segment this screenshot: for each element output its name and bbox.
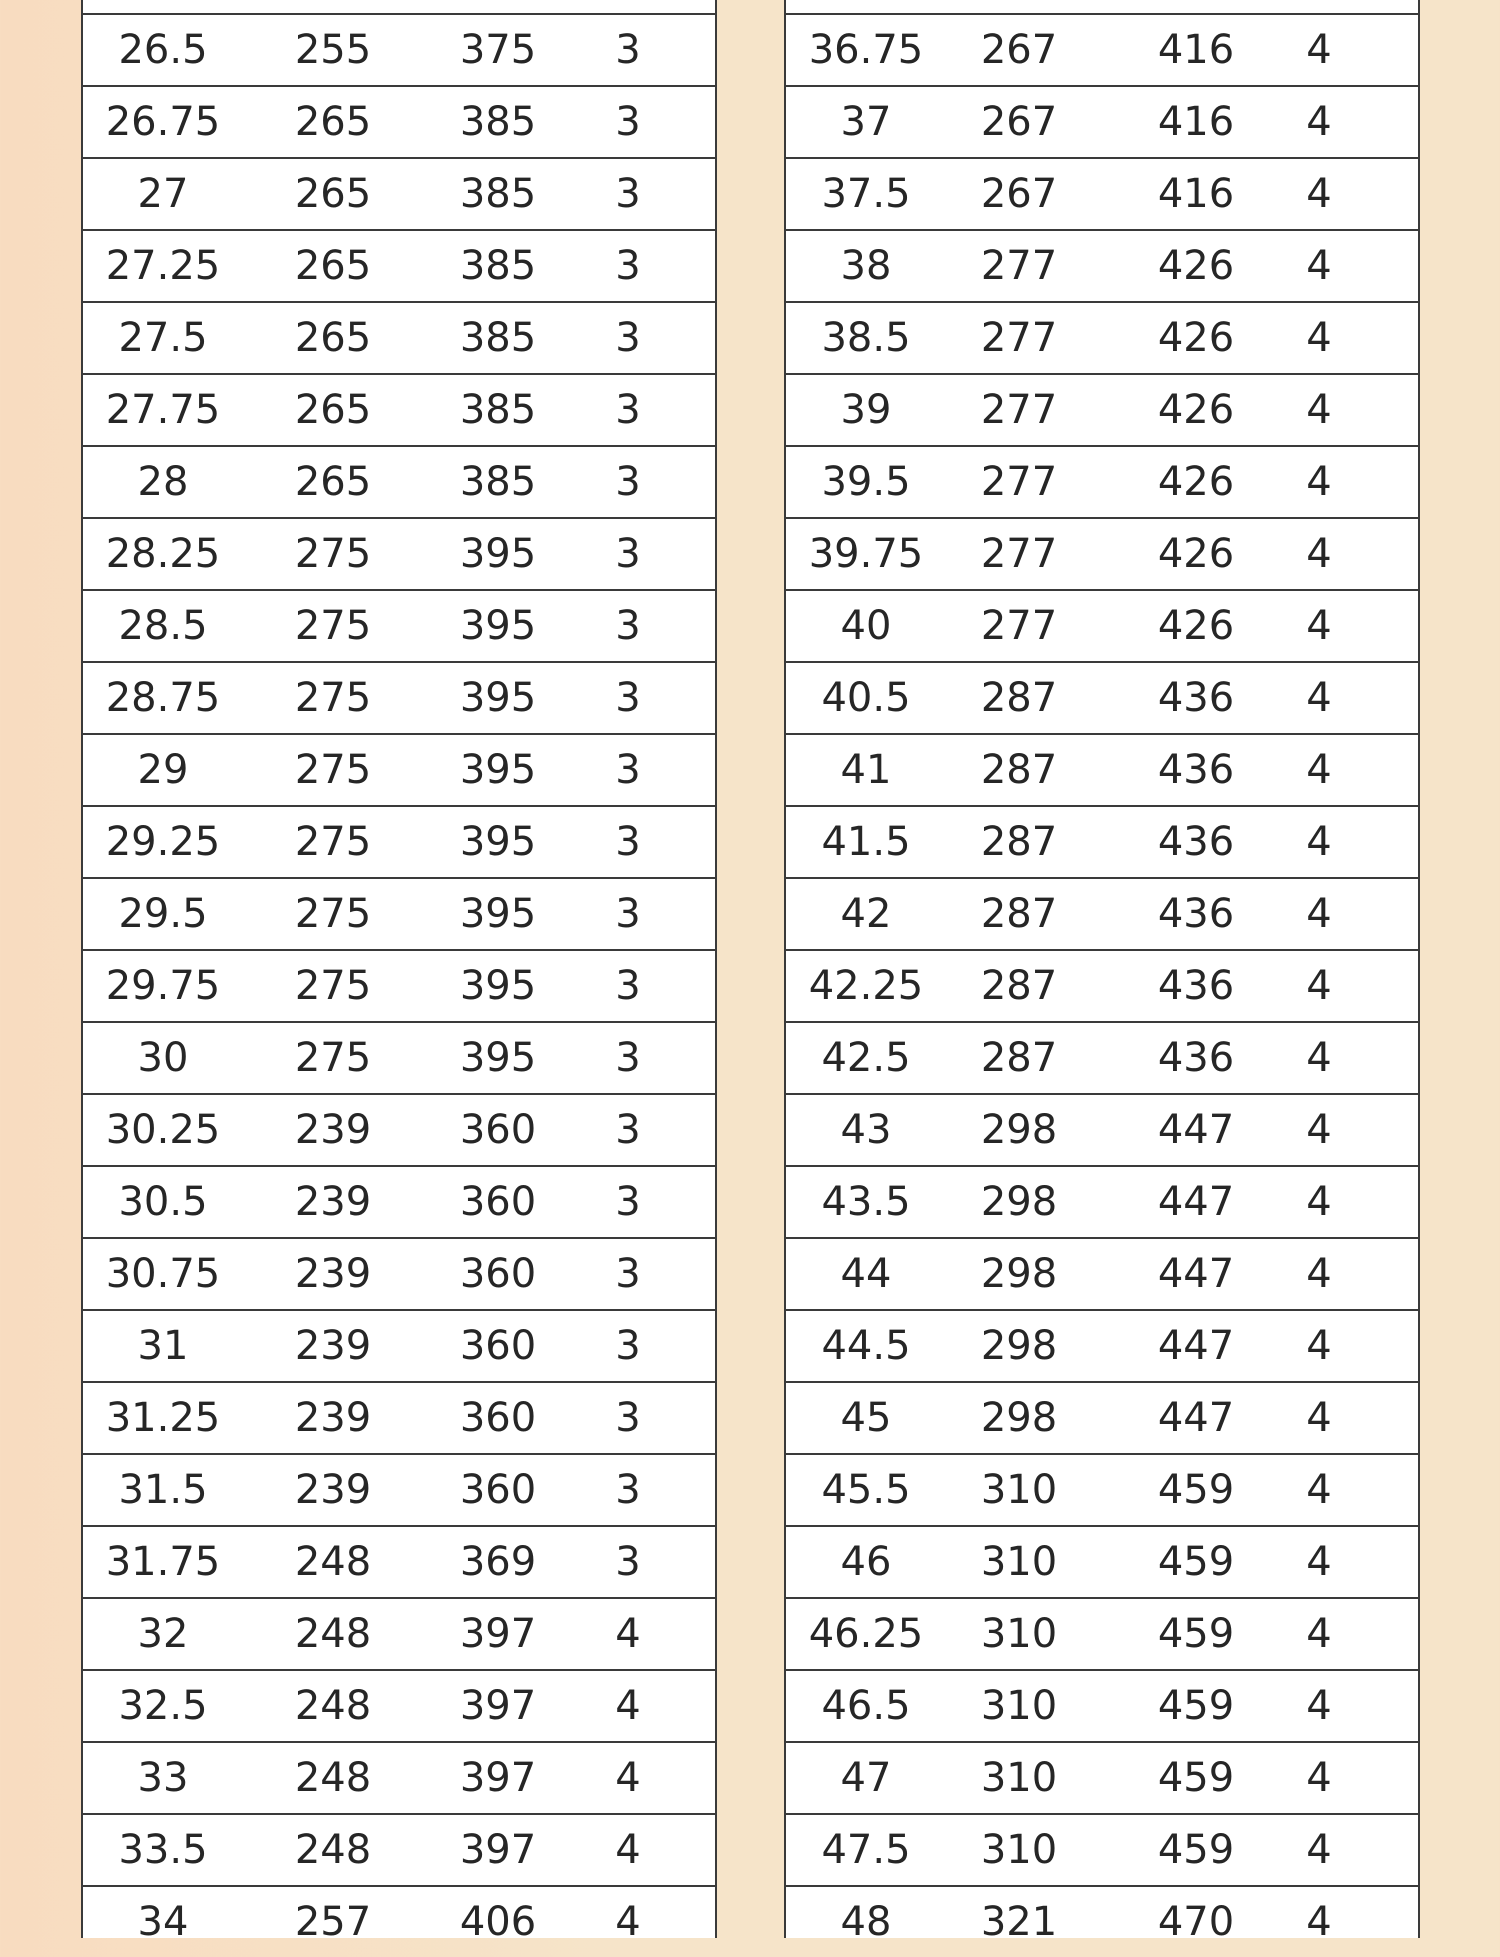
table-cell: 287: [980, 819, 1058, 865]
table-cell: 447: [1157, 1251, 1235, 1297]
table-cell: 3: [615, 675, 641, 721]
table-cell: 416: [1157, 99, 1235, 145]
table-cell: 436: [1157, 675, 1235, 721]
table-cell: 248: [294, 1827, 372, 1873]
table-cell: 3: [615, 171, 641, 217]
table-cell: 3: [615, 1035, 641, 1081]
table-row: [83, 661, 715, 733]
table-cell: 29.25: [105, 819, 221, 865]
table-cell: 426: [1157, 531, 1235, 577]
table-cell: 4: [615, 1827, 641, 1873]
table-cell: 436: [1157, 891, 1235, 937]
table-cell: 4: [1306, 27, 1332, 73]
table-cell: 28.25: [105, 531, 221, 577]
table-cell: 267: [980, 171, 1058, 217]
table-cell: 287: [980, 1035, 1058, 1081]
table-cell: 426: [1157, 315, 1235, 361]
table-row: [786, 1885, 1418, 1957]
table-cell: 3: [615, 531, 641, 577]
table-cell: 275: [294, 675, 372, 721]
table-row: [83, 85, 715, 157]
table-row: [786, 301, 1418, 373]
table-row: [83, 301, 715, 373]
table-cell: 40: [840, 603, 892, 649]
table-cell: 4: [1306, 1395, 1332, 1441]
table-cell: 3: [615, 387, 641, 433]
table-cell: 267: [980, 99, 1058, 145]
table-cell: [83, 0, 243, 13]
table-cell: 255: [294, 27, 372, 73]
table-cell: 4: [1306, 819, 1332, 865]
table-cell: 28: [137, 459, 189, 505]
table-cell: 277: [980, 243, 1058, 289]
table-cell: 277: [980, 387, 1058, 433]
table-row: [786, 1597, 1418, 1669]
table-cell: 459: [1157, 1539, 1235, 1585]
table-row: [786, 373, 1418, 445]
table-cell: 265: [294, 99, 372, 145]
table-cell: 3: [615, 603, 641, 649]
table-cell: 426: [1157, 459, 1235, 505]
table-cell: 275: [294, 819, 372, 865]
table-cell: 257: [294, 1899, 372, 1945]
table-cell: 47.5: [821, 1827, 911, 1873]
table-cell: 4: [1306, 1179, 1332, 1225]
table-row: [83, 1309, 715, 1381]
table-cell: 459: [1157, 1467, 1235, 1513]
table-cell: 3: [615, 1179, 641, 1225]
table-cell: 31.25: [105, 1395, 221, 1441]
table-cell: 30.25: [105, 1107, 221, 1153]
table-cell: 287: [980, 963, 1058, 1009]
left-size-table: [81, 0, 717, 1945]
table-row: [83, 877, 715, 949]
table-cell: 395: [459, 1035, 537, 1081]
table-cell: 395: [459, 531, 537, 577]
table-cell: 239: [294, 1395, 372, 1441]
table-cell: 447: [1157, 1395, 1235, 1441]
table-cell: 43: [840, 1107, 892, 1153]
table-cell: 3: [615, 963, 641, 1009]
table-cell: 42.5: [821, 1035, 911, 1081]
table-row: [83, 1237, 715, 1309]
table-cell: 239: [294, 1107, 372, 1153]
table-cell: 4: [1306, 891, 1332, 937]
table-cell: 277: [980, 603, 1058, 649]
table-row: [786, 805, 1418, 877]
table-cell: 39.75: [808, 531, 924, 577]
table-cell: [253, 0, 413, 13]
table-cell: 3: [615, 27, 641, 73]
table-cell: 46.25: [808, 1611, 924, 1657]
table-row: [83, 229, 715, 301]
table-cell: 30: [137, 1035, 189, 1081]
table-cell: 4: [1306, 1251, 1332, 1297]
table-cell: 3: [615, 1467, 641, 1513]
table-cell: 29: [137, 747, 189, 793]
table-cell: 395: [459, 675, 537, 721]
table-cell: 310: [980, 1539, 1058, 1585]
table-cell: 321: [980, 1899, 1058, 1945]
table-cell: 30.75: [105, 1251, 221, 1297]
table-row: [83, 1813, 715, 1885]
table-cell: 239: [294, 1251, 372, 1297]
table-cell: 436: [1157, 963, 1235, 1009]
table-row: [786, 157, 1418, 229]
table-row: [83, 1669, 715, 1741]
table-cell: 436: [1157, 1035, 1235, 1081]
table-row: [83, 949, 715, 1021]
table-cell: 275: [294, 603, 372, 649]
table-row: [786, 949, 1418, 1021]
table-cell: 248: [294, 1755, 372, 1801]
table-cell: 239: [294, 1323, 372, 1369]
table-row: [786, 1453, 1418, 1525]
table-cell: 385: [459, 459, 537, 505]
table-row: [786, 1813, 1418, 1885]
table-cell: 46: [840, 1539, 892, 1585]
table-row: [83, 805, 715, 877]
table-cell: 397: [459, 1827, 537, 1873]
table-cell: 4: [615, 1899, 641, 1945]
table-cell: 385: [459, 171, 537, 217]
table-cell: 397: [459, 1683, 537, 1729]
table-cell: 287: [980, 675, 1058, 721]
table-cell: 4: [1306, 1539, 1332, 1585]
table-cell: 41.5: [821, 819, 911, 865]
table-cell: 37.5: [821, 171, 911, 217]
table-row: [83, 1165, 715, 1237]
table-cell: 436: [1157, 819, 1235, 865]
table-cell: 239: [294, 1467, 372, 1513]
table-cell: 385: [459, 387, 537, 433]
table-row: [83, 1453, 715, 1525]
table-cell: 385: [459, 315, 537, 361]
table-cell: 298: [980, 1251, 1058, 1297]
table-cell: 395: [459, 819, 537, 865]
table-cell: 3: [615, 459, 641, 505]
table-cell: 4: [1306, 675, 1332, 721]
table-cell: 470: [1157, 1899, 1235, 1945]
table-cell: 277: [980, 531, 1058, 577]
table-cell: 360: [459, 1107, 537, 1153]
table-cell: 360: [459, 1323, 537, 1369]
table-row: [786, 445, 1418, 517]
table-cell: 459: [1157, 1827, 1235, 1873]
table-cell: 3: [615, 1539, 641, 1585]
table-row: [83, 517, 715, 589]
table-cell: 265: [294, 171, 372, 217]
table-cell: 4: [1306, 1107, 1332, 1153]
table-cell: 30.5: [118, 1179, 208, 1225]
table-cell: 298: [980, 1179, 1058, 1225]
table-row: [786, 0, 1418, 13]
table-row: [83, 733, 715, 805]
table-cell: 40.5: [821, 675, 911, 721]
table-cell: 375: [459, 27, 537, 73]
table-cell: 3: [615, 315, 641, 361]
table-cell: 277: [980, 459, 1058, 505]
table-cell: 3: [615, 819, 641, 865]
table-cell: 4: [1306, 1683, 1332, 1729]
table-cell: 28.5: [118, 603, 208, 649]
table-row: [83, 373, 715, 445]
table-cell: 459: [1157, 1611, 1235, 1657]
table-cell: 33.5: [118, 1827, 208, 1873]
table-cell: 45.5: [821, 1467, 911, 1513]
table-cell: 395: [459, 747, 537, 793]
table-row: [83, 1597, 715, 1669]
table-cell: 39.5: [821, 459, 911, 505]
table-cell: 310: [980, 1611, 1058, 1657]
table-cell: 4: [1306, 531, 1332, 577]
table-cell: 416: [1157, 171, 1235, 217]
table-cell: 298: [980, 1323, 1058, 1369]
table-cell: 360: [459, 1179, 537, 1225]
table-cell: 416: [1157, 27, 1235, 73]
table-row: [786, 229, 1418, 301]
table-cell: 385: [459, 243, 537, 289]
table-cell: 42.25: [808, 963, 924, 1009]
table-cell: 27.75: [105, 387, 221, 433]
table-cell: 395: [459, 603, 537, 649]
table-row: [83, 445, 715, 517]
table-cell: 27.5: [118, 315, 208, 361]
table-cell: 37: [840, 99, 892, 145]
table-cell: 298: [980, 1107, 1058, 1153]
table-cell: 4: [1306, 603, 1332, 649]
table-cell: 38.5: [821, 315, 911, 361]
table-cell: [1116, 0, 1276, 13]
table-row: [83, 1741, 715, 1813]
table-cell: 265: [294, 243, 372, 289]
table-row: [786, 1309, 1418, 1381]
table-cell: 395: [459, 891, 537, 937]
table-cell: 360: [459, 1251, 537, 1297]
table-cell: 3: [615, 1107, 641, 1153]
table-cell: 360: [459, 1395, 537, 1441]
table-cell: 4: [615, 1755, 641, 1801]
table-row: [786, 1093, 1418, 1165]
table-cell: 239: [294, 1179, 372, 1225]
table-cell: 3: [615, 747, 641, 793]
table-cell: 426: [1157, 387, 1235, 433]
table-cell: 44: [840, 1251, 892, 1297]
table-cell: 265: [294, 459, 372, 505]
table-cell: 47: [840, 1755, 892, 1801]
table-row: [786, 733, 1418, 805]
table-cell: 26.75: [105, 99, 221, 145]
table-cell: 360: [459, 1467, 537, 1513]
table-cell: 369: [459, 1539, 537, 1585]
table-cell: 287: [980, 747, 1058, 793]
table-cell: 298: [980, 1395, 1058, 1441]
table-cell: 426: [1157, 603, 1235, 649]
table-row: [786, 877, 1418, 949]
table-cell: 44.5: [821, 1323, 911, 1369]
table-row: [83, 1381, 715, 1453]
table-cell: 4: [1306, 243, 1332, 289]
table-cell: 275: [294, 747, 372, 793]
table-row: [786, 1741, 1418, 1813]
table-row: [83, 1093, 715, 1165]
table-cell: 436: [1157, 747, 1235, 793]
table-cell: 395: [459, 963, 537, 1009]
table-row: [786, 1021, 1418, 1093]
table-cell: [1264, 0, 1374, 13]
table-row: [786, 661, 1418, 733]
table-cell: 275: [294, 531, 372, 577]
table-cell: 29.75: [105, 963, 221, 1009]
table-cell: 248: [294, 1539, 372, 1585]
table-cell: 31.5: [118, 1467, 208, 1513]
table-cell: 397: [459, 1611, 537, 1657]
table-cell: 3: [615, 243, 641, 289]
table-row: [83, 0, 715, 13]
table-cell: 42: [840, 891, 892, 937]
table-cell: 45: [840, 1395, 892, 1441]
table-cell: 310: [980, 1755, 1058, 1801]
table-cell: 31: [137, 1323, 189, 1369]
table-cell: 310: [980, 1467, 1058, 1513]
table-cell: 248: [294, 1683, 372, 1729]
table-cell: 3: [615, 1323, 641, 1369]
table-cell: 385: [459, 99, 537, 145]
table-cell: 3: [615, 891, 641, 937]
table-row: [83, 13, 715, 85]
table-cell: 4: [615, 1683, 641, 1729]
table-cell: 3: [615, 1251, 641, 1297]
table-row: [83, 157, 715, 229]
table-cell: 27: [137, 171, 189, 217]
table-row: [786, 1525, 1418, 1597]
table-cell: 36.75: [808, 27, 924, 73]
table-cell: 4: [615, 1611, 641, 1657]
table-cell: 397: [459, 1755, 537, 1801]
table-cell: 4: [1306, 99, 1332, 145]
table-row: [786, 1381, 1418, 1453]
table-cell: [418, 0, 578, 13]
table-cell: 4: [1306, 1899, 1332, 1945]
table-cell: 4: [1306, 1827, 1332, 1873]
table-cell: 275: [294, 963, 372, 1009]
table-cell: 31.75: [105, 1539, 221, 1585]
table-cell: 459: [1157, 1683, 1235, 1729]
table-cell: 4: [1306, 1755, 1332, 1801]
table-cell: 32: [137, 1611, 189, 1657]
table-cell: 4: [1306, 315, 1332, 361]
table-cell: 39: [840, 387, 892, 433]
table-row: [83, 1021, 715, 1093]
table-cell: 248: [294, 1611, 372, 1657]
table-cell: 41: [840, 747, 892, 793]
table-row: [786, 85, 1418, 157]
table-row: [83, 1525, 715, 1597]
table-cell: 406: [459, 1899, 537, 1945]
table-cell: 275: [294, 1035, 372, 1081]
table-cell: 4: [1306, 1323, 1332, 1369]
table-cell: 48: [840, 1899, 892, 1945]
right-size-table: [784, 0, 1420, 1945]
table-cell: 275: [294, 891, 372, 937]
table-cell: 447: [1157, 1323, 1235, 1369]
table-row: [786, 1165, 1418, 1237]
table-cell: 33: [137, 1755, 189, 1801]
table-cell: 277: [980, 315, 1058, 361]
table-cell: 4: [1306, 747, 1332, 793]
table-cell: 27.25: [105, 243, 221, 289]
table-cell: [939, 0, 1099, 13]
table-cell: 3: [615, 99, 641, 145]
table-cell: 3: [615, 1395, 641, 1441]
table-cell: 4: [1306, 1035, 1332, 1081]
table-cell: 4: [1306, 387, 1332, 433]
table-row: [83, 1885, 715, 1957]
table-row: [786, 589, 1418, 661]
table-cell: 310: [980, 1827, 1058, 1873]
table-cell: 28.75: [105, 675, 221, 721]
table-row: [786, 1669, 1418, 1741]
table-cell: 4: [1306, 1611, 1332, 1657]
table-cell: 26.5: [118, 27, 208, 73]
table-row: [786, 1237, 1418, 1309]
table-cell: 265: [294, 387, 372, 433]
table-cell: 4: [1306, 171, 1332, 217]
table-cell: 4: [1306, 459, 1332, 505]
table-cell: 310: [980, 1683, 1058, 1729]
table-cell: 32.5: [118, 1683, 208, 1729]
table-row: [786, 517, 1418, 589]
table-row: [83, 589, 715, 661]
table-cell: 287: [980, 891, 1058, 937]
table-cell: 447: [1157, 1179, 1235, 1225]
table-cell: 4: [1306, 1467, 1332, 1513]
table-cell: 426: [1157, 243, 1235, 289]
table-cell: 29.5: [118, 891, 208, 937]
table-cell: 447: [1157, 1107, 1235, 1153]
table-cell: 34: [137, 1899, 189, 1945]
table-cell: 43.5: [821, 1179, 911, 1225]
table-cell: 267: [980, 27, 1058, 73]
table-cell: [786, 0, 946, 13]
table-row: [786, 13, 1418, 85]
table-cell: 46.5: [821, 1683, 911, 1729]
table-cell: 459: [1157, 1755, 1235, 1801]
table-cell: 38: [840, 243, 892, 289]
table-cell: [573, 0, 683, 13]
table-cell: 4: [1306, 963, 1332, 1009]
table-cell: 265: [294, 315, 372, 361]
